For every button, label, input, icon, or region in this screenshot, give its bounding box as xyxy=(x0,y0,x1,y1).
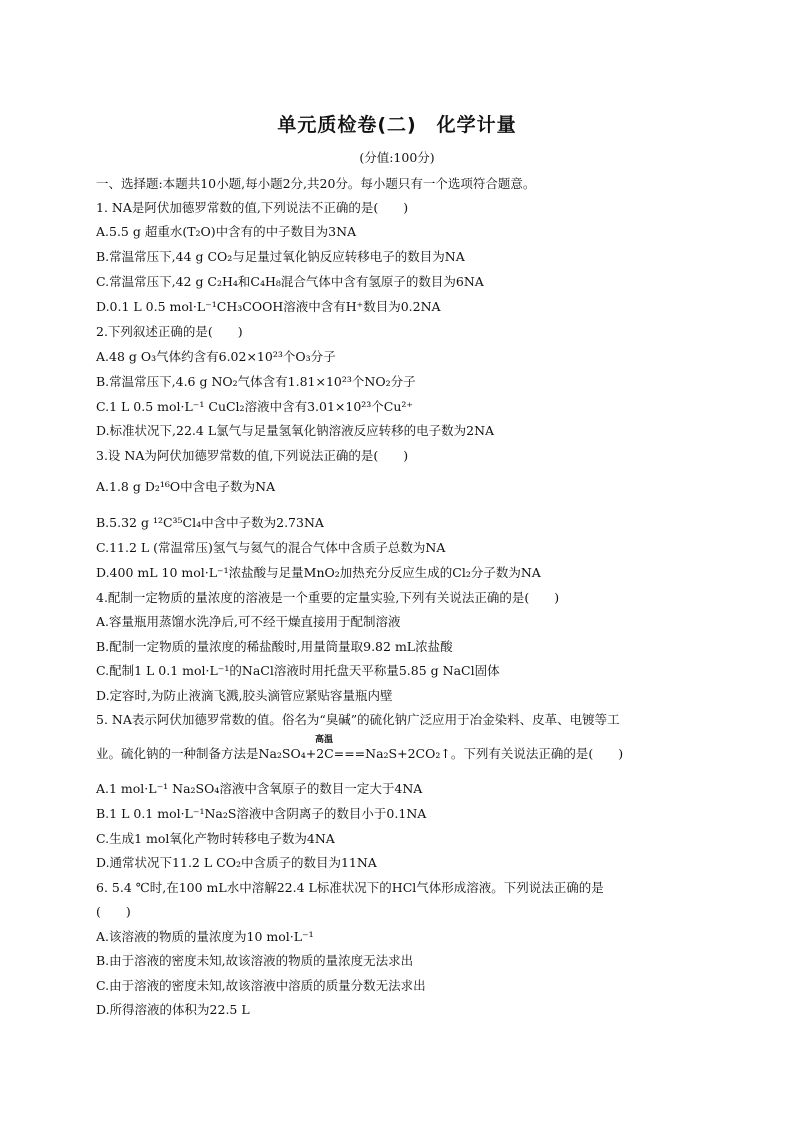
question-line: 3.设 NA为阿伏加德罗常数的值,下列说法正确的是( ) xyxy=(96,448,409,463)
question-line: 4.配制一定物质的量浓度的溶液是一个重要的定量实验,下列有关说法正确的是( ) xyxy=(96,590,560,605)
score-note: (分值:100分) xyxy=(359,150,435,165)
question-line: D.标准状况下,22.4 L氯气与足量氢氧化钠溶液反应转移的电子数为2NA xyxy=(96,423,495,438)
question-line: B.5.32 g ¹²C³⁵Cl₄中含中子数为2.73NA xyxy=(96,515,324,530)
question-line: D.通常状况下11.2 L CO₂中含质子的数目为11NA xyxy=(96,855,377,870)
question-line: 2.下列叙述正确的是( ) xyxy=(96,324,243,339)
question-line: 6. 5.4 ℃时,在100 mL水中溶解22.4 L标准状况下的HCl气体形成溶液。下列说法正确的是 xyxy=(96,880,604,895)
question-line: D.所得溶液的体积为22.5 L xyxy=(96,1002,250,1017)
question-line: D.400 mL 10 mol·L⁻¹浓盐酸与足量MnO₂加热充分反应生成的Cl₂分子数为NA xyxy=(96,565,541,580)
question-line: C.11.2 L (常温常压)氢气与氦气的混合气体中含质子总数为NA xyxy=(96,540,446,555)
question-line: C.常温常压下,42 g C₂H₄和C₄H₈混合气体中含有氢原子的数目为6NA xyxy=(96,274,484,289)
question-line: D.0.1 L 0.5 mol·L⁻¹CH₃COOH溶液中含有H⁺数目为0.2NA xyxy=(96,299,441,314)
question-line: A.容量瓶用蒸馏水洗净后,可不经干燥直接用于配制溶液 xyxy=(96,614,401,629)
question-line: B.常温常压下,44 g CO₂与足量过氧化钠反应转移电子的数目为NA xyxy=(96,249,465,264)
section-heading: 一、选择题:本题共10小题,每小题2分,共20分。每小题只有一个选项符合题意。 xyxy=(96,176,536,191)
question-line: A.该溶液的物质的量浓度为10 mol·L⁻¹ xyxy=(96,929,314,944)
question-line: C.生成1 mol氧化产物时转移电子数为4NA xyxy=(96,831,335,846)
question-line: B.配制一定物质的量浓度的稀盐酸时,用量筒量取9.82 mL浓盐酸 xyxy=(96,639,453,654)
question-line: B.1 L 0.1 mol·L⁻¹Na₂S溶液中含阴离子的数目小于0.1NA xyxy=(96,806,427,821)
question-line: A.1 mol·L⁻¹ Na₂SO₄溶液中含氧原子的数目一定大于4NA xyxy=(96,781,423,796)
question-line: A.5.5 g 超重水(T₂O)中含有的中子数目为3NA xyxy=(96,224,357,239)
question-line: C.由于溶液的密度未知,故该溶液中溶质的质量分数无法求出 xyxy=(96,978,426,993)
question-line: ( ) xyxy=(96,904,131,919)
question-line: A.48 g O₃气体约含有6.02×10²³个O₃分子 xyxy=(96,349,336,364)
question-line: 1. NA是阿伏加德罗常数的值,下列说法不正确的是( ) xyxy=(96,200,409,215)
question-line: C.配制1 L 0.1 mol·L⁻¹的NaCl溶液时用托盘天平称量5.85 g NaCl固体 xyxy=(96,663,500,678)
question-line: B.由于溶液的密度未知,故该溶液的物质的量浓度无法求出 xyxy=(96,953,414,968)
question-line: C.1 L 0.5 mol·L⁻¹ CuCl₂溶液中含有3.01×10²³个Cu²⁺ xyxy=(96,399,414,414)
question-line: A.1.8 g D₂¹⁶O中含电子数为NA xyxy=(96,479,276,494)
question-line: D.定容时,为防止液滴飞溅,胶头滴管应紧贴容量瓶内壁 xyxy=(96,688,393,703)
question-line: 业。硫化钠的一种制备方法是Na₂SO₄+2C===Na₂S+2CO₂↑。下列有关说法正确的是( ) xyxy=(96,746,624,761)
question-line: B.常温常压下,4.6 g NO₂气体含有1.81×10²³个NO₂分子 xyxy=(96,374,416,389)
page-title: 单元质检卷(二) 化学计量 xyxy=(277,114,517,136)
reaction-condition: 高温 xyxy=(315,735,334,745)
question-line: 5. NA表示阿伏加德罗常数的值。俗名为“臭碱”的硫化钠广泛应用于冶金染料、皮革、电镀等工 xyxy=(96,712,620,727)
